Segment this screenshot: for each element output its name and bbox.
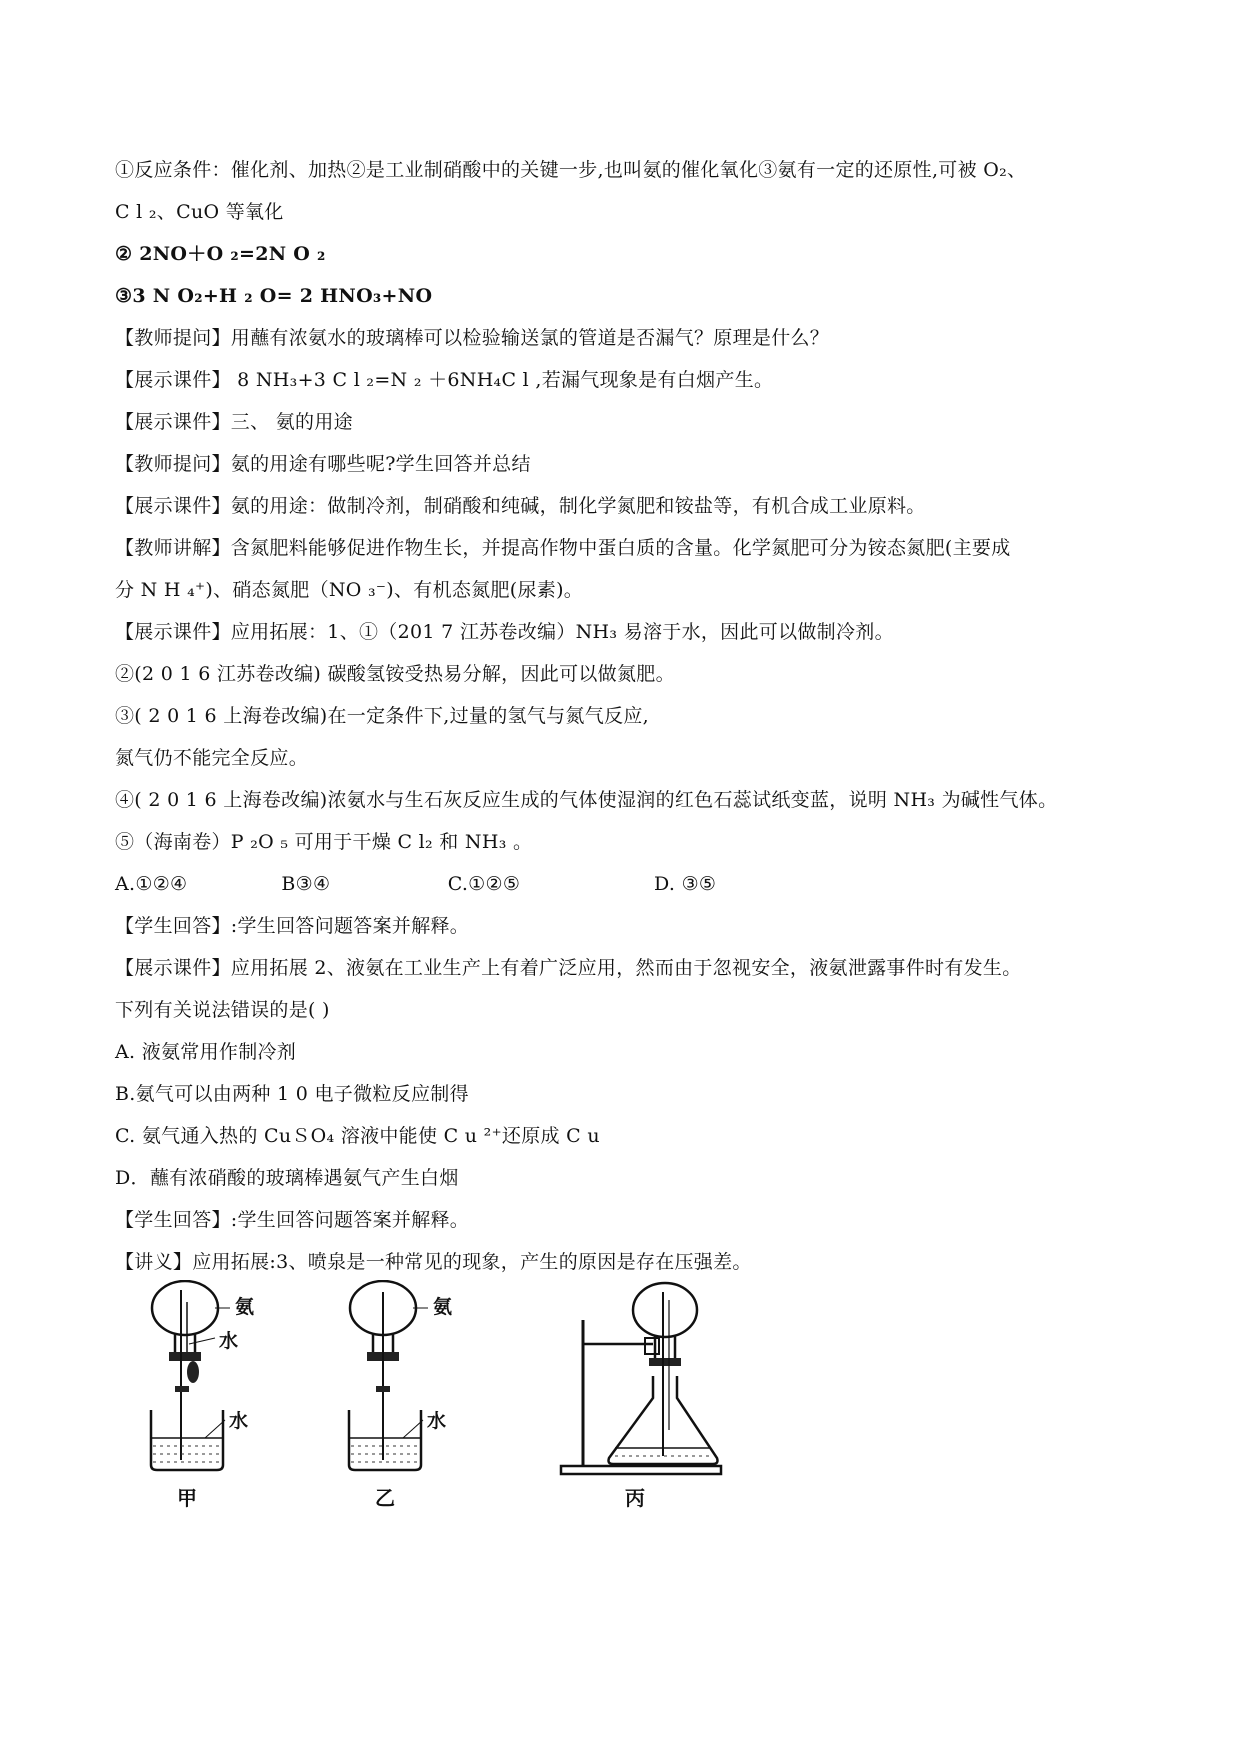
text-line: 【展示课件】氨的用途：做制冷剂，制硝酸和纯碱，制化学氮肥和铵盐等，有机合成工业原料。 <box>115 495 926 517</box>
text-line: 氮气仍不能完全反应。 <box>115 747 309 769</box>
label-water-dropper: 水 <box>219 1330 239 1352</box>
text-line: ②(2 0 1 6 江苏卷改编) 碳酸氢铵受热易分解，因此可以做氮肥。 <box>115 663 675 685</box>
figure-jia <box>145 1280 275 1510</box>
label-ammonia: 氨 <box>235 1296 255 1318</box>
label-water-beaker: 水 <box>229 1410 249 1432</box>
text-line: 【教师提问】用蘸有浓氨水的玻璃棒可以检验输送氯的管道是否漏气？原理是什么？ <box>115 327 830 349</box>
option-a: A.①②④ <box>115 873 188 895</box>
text-line: 【学生回答】:学生回答问题答案并解释。 <box>115 1209 470 1231</box>
option-d: D. ③⑤ <box>654 873 717 895</box>
document-body <box>115 158 1135 1292</box>
text-line: ⑤（海南卷）P ₂O ₅ 可用于干燥 C l₂ 和 NH₃ 。 <box>115 831 533 853</box>
label-ammonia: 氨 <box>433 1296 453 1318</box>
fountain-apparatus-figures <box>145 1280 785 1510</box>
text-line: 分 N H ₄⁺)、硝态氮肥（NO ₃⁻)、有机态氮肥(尿素)。 <box>115 579 584 601</box>
text-line: 【展示课件】应用拓展 2、液氨在工业生产上有着广泛应用，然而由于忽视安全，液氨泄露事件时有发生。 <box>115 957 1022 979</box>
figure-label-yi: 乙 <box>375 1486 395 1510</box>
text-line: D．蘸有浓硝酸的玻璃棒遇氨气产生白烟 <box>115 1167 459 1189</box>
text-line: 【学生回答】:学生回答问题答案并解释。 <box>115 915 470 937</box>
figure-yi <box>343 1280 473 1510</box>
answer-options <box>115 872 1135 914</box>
text-line: 【教师提问】氨的用途有哪些呢?学生回答并总结 <box>115 453 531 475</box>
text-line: A. 液氨常用作制冷剂 <box>115 1041 297 1063</box>
figure-bing <box>553 1280 723 1510</box>
text-line: C. 氨气通入热的 CuＳO₄ 溶液中能使 C u ²⁺还原成 C u <box>115 1125 600 1147</box>
text-line: 下列有关说法错误的是( ) <box>115 999 330 1021</box>
text-line: 【展示课件】三、 氨的用途 <box>115 411 353 433</box>
apparatus-bing-drawing <box>553 1280 723 1480</box>
text-line: ①反应条件：催化剂、加热②是工业制硝酸中的关键一步,也叫氨的催化氧化③氨有一定的还原性,可被 O₂、 <box>115 159 1027 181</box>
text-line: B.氨气可以由两种 1 0 电子微粒反应制得 <box>115 1083 469 1105</box>
apparatus-yi-drawing <box>343 1280 473 1480</box>
option-c: C.①②⑤ <box>447 873 521 895</box>
equation-line: ③3 N O₂+H ₂ O= 2 HNO₃+NO <box>115 285 433 307</box>
text-line: ③( 2 0 1 6 上海卷改编)在一定条件下,过量的氢气与氮气反应, <box>115 705 649 727</box>
option-b: B③④ <box>281 873 331 895</box>
text-line: 【教师讲解】含氮肥料能够促进作物生长，并提高作物中蛋白质的含量。化学氮肥可分为铵态氮肥(主要成 <box>115 537 1011 559</box>
text-line: 【展示课件】应用拓展：1、①（201 7 江苏卷改编）NH₃ 易溶于水，因此可以做制冷剂。 <box>115 621 894 643</box>
text-line: ④( 2 0 1 6 上海卷改编)浓氨水与生石灰反应生成的气体使湿润的红色石蕊试纸变蓝，说明 NH₃ 为碱性气体。 <box>115 789 1058 811</box>
figure-label-bing: 丙 <box>625 1486 645 1510</box>
apparatus-jia-drawing <box>145 1280 275 1480</box>
label-water-beaker: 水 <box>427 1410 447 1432</box>
figure-label-jia: 甲 <box>177 1486 197 1510</box>
equation-line: ② 2NO＋O ₂=2N O ₂ <box>115 243 326 265</box>
equation-line: 【展示课件】 8 NH₃+3 C l ₂=N ₂ ＋6NH₄C l ,若漏气现象是有白烟产生。 <box>115 369 774 391</box>
text-line: 【讲义】应用拓展:3、喷泉是一种常见的现象，产生的原因是存在压强差。 <box>115 1251 752 1273</box>
text-line: C l ₂、CuO 等氧化 <box>115 201 284 223</box>
